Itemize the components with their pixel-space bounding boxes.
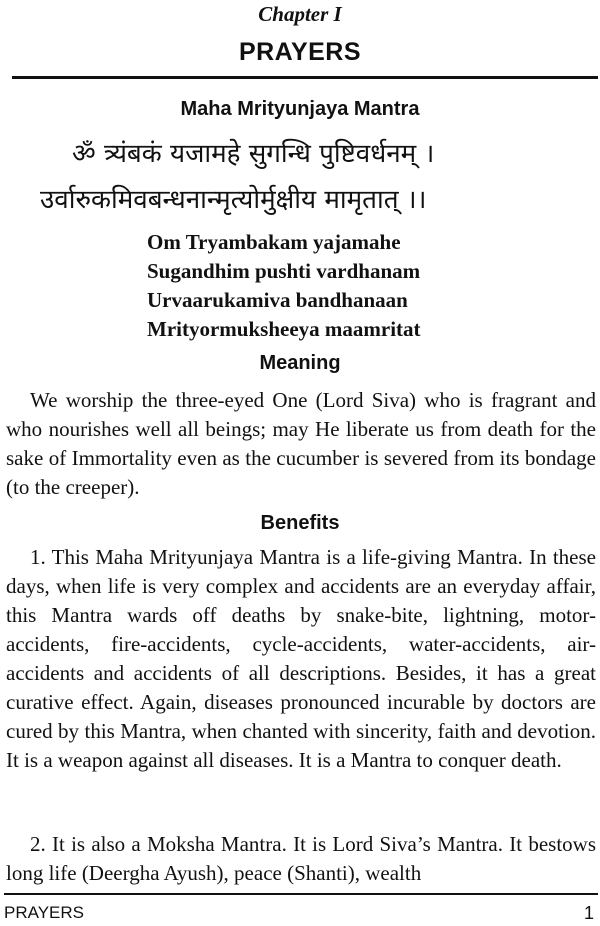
transliteration-line: Urvaarukamiva bandhanaan [147, 288, 408, 312]
chapter-label: Chapter I [258, 2, 342, 26]
benefits-paragraph-1: 1. This Maha Mrityunjaya Mantra is a life-giving Mantra. In these days, when life is very complex and accidents are an everyday affair, this Mantra wards off deaths by snake-bite, lightning, motor-accidents, fire-accidents, cycle-accidents, water-accidents, air-accidents and accidents of all descriptions. Besides, it has a great curative effect. Again, diseases pronounced incurable by doctors are cured by this Mantra, when chanted with sincerity, faith and devotion. It is a weapon against all diseases. It is a Mantra to conquer death. [6, 545, 596, 772]
meaning-heading: Meaning [259, 352, 341, 374]
page-number: 1 [583, 903, 594, 923]
benefits-paragraph-2: 2. It is also a Moksha Mantra. It is Lord Siva’s Mantra. It bestows long life (Deergha Ayush), peace (Shanti), wealth [6, 832, 596, 885]
footer-divider [4, 893, 598, 895]
transliteration-line: Sugandhim pushti vardhanam [147, 259, 421, 283]
transliteration-block [147, 228, 421, 344]
transliteration-line: Mrityormuksheeya maamritat [147, 317, 421, 341]
footer-running-title: PRAYERS [4, 903, 84, 922]
mantra-heading: Maha Mrityunjaya Mantra [180, 98, 420, 120]
meaning-paragraph: We worship the three-eyed One (Lord Siva) who is fragrant and who nourishes well all beings; may He liberate us from death for the sake of Immortality even as the cucumber is severed from its bondage (to the creeper). [6, 388, 596, 499]
devanagari-line-1: ॐ त्र्यंबकं यजामहे सुगन्धि पुष्टिवर्धनम् । [72, 139, 435, 169]
devanagari-line-2: उर्वारुकमिवबन्धनान्मृत्योर्मुक्षीय मामृतात् ।। [40, 185, 427, 215]
transliteration-line: Om Tryambakam yajamahe [147, 230, 401, 254]
benefits-heading: Benefits [260, 512, 340, 534]
chapter-title: PRAYERS [238, 38, 362, 66]
header-divider [12, 76, 598, 79]
